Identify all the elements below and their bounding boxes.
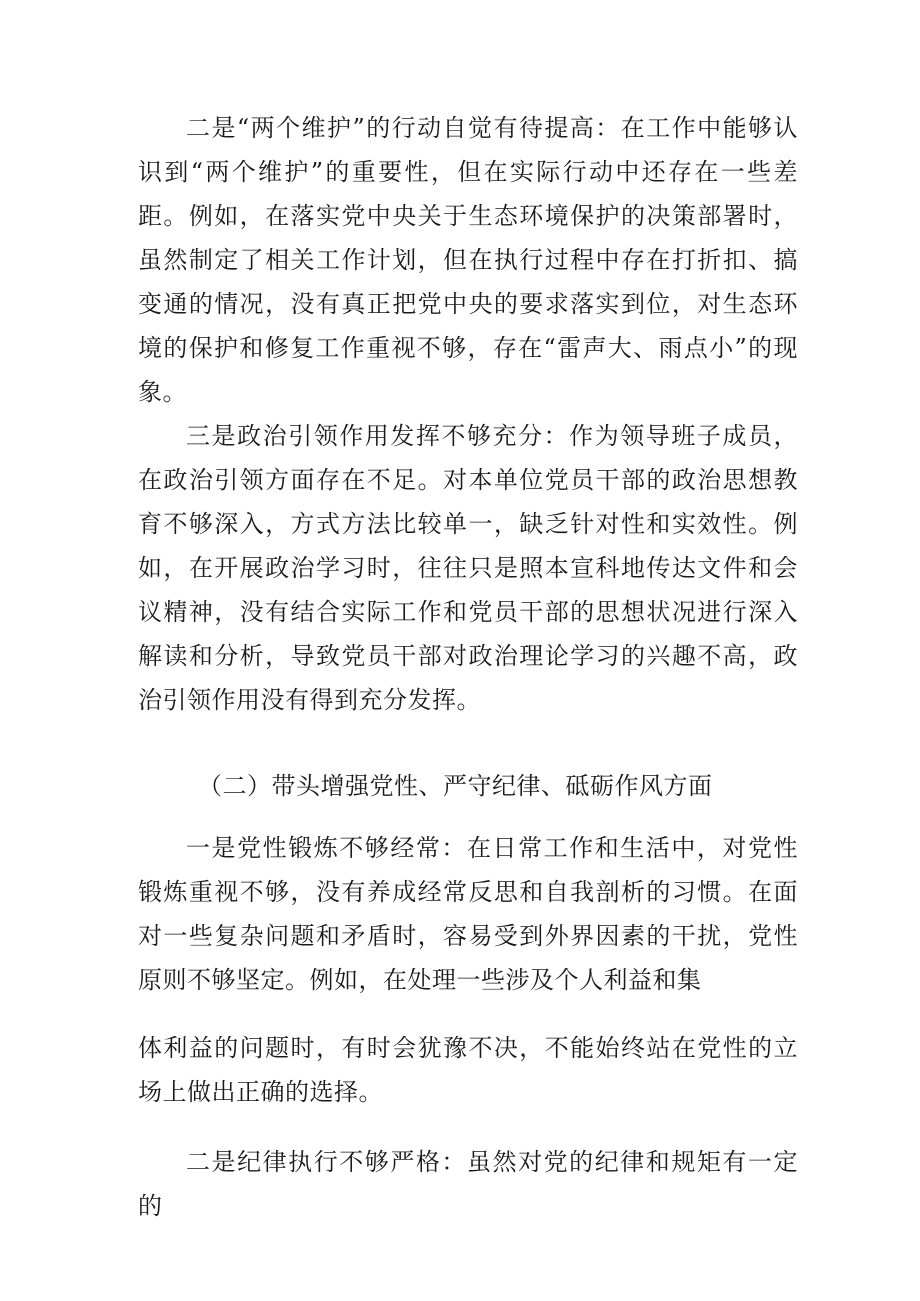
paragraph-two-maintenance: 二是“两个维护”的行动自觉有待提高：在工作中能够认识到“两个维护”的重要性，但在实际行动中还存在一些差距。例如，在落实党中央关于生态环境保护的决策部署时，虽然制定了相关工作计划，但在执行过程中存在打折扣、搞变通的情况，没有真正把党中央的要求落实到位，对生态环境的保护和修复工作重视不够，存在“雷声大、雨点小”的现象。 [138, 114, 798, 406]
paragraph-party-spirit: 一是党性锻炼不够经常：在日常工作和生活中，对党性锻炼重视不够，没有养成经常反思和自我剖析的习惯。在面对一些复杂问题和矛盾时，容易受到外界因素的干扰，党性原则不够坚定。例如，在处理一些涉及个人利益和集 [138, 834, 798, 994]
paragraph-discipline: 二是纪律执行不够严格：虽然对党的纪律和规矩有一定的 [138, 1148, 798, 1220]
paragraph-political-leadership: 三是政治引领作用发挥不够充分：作为领导班子成员，在政治引领方面存在不足。对本单位党员干部的政治思想教育不够深入，方式方法比较单一，缺乏针对性和实效性。例如，在开展政治学习时，往往只是照本宣科地传达文件和会议精神，没有结合实际工作和党员干部的思想状况进行深入解读和分析，导致党员干部对政治理论学习的兴趣不高，政治引领作用没有得到充分发挥。 [138, 422, 798, 714]
section-heading: （二）带头增强党性、严守纪律、砥砺作风方面 [198, 772, 713, 800]
paragraph-party-spirit-continued: 体利益的问题时，有时会犹豫不决，不能始终站在党性的立场上做出正确的选择。 [138, 1034, 798, 1106]
